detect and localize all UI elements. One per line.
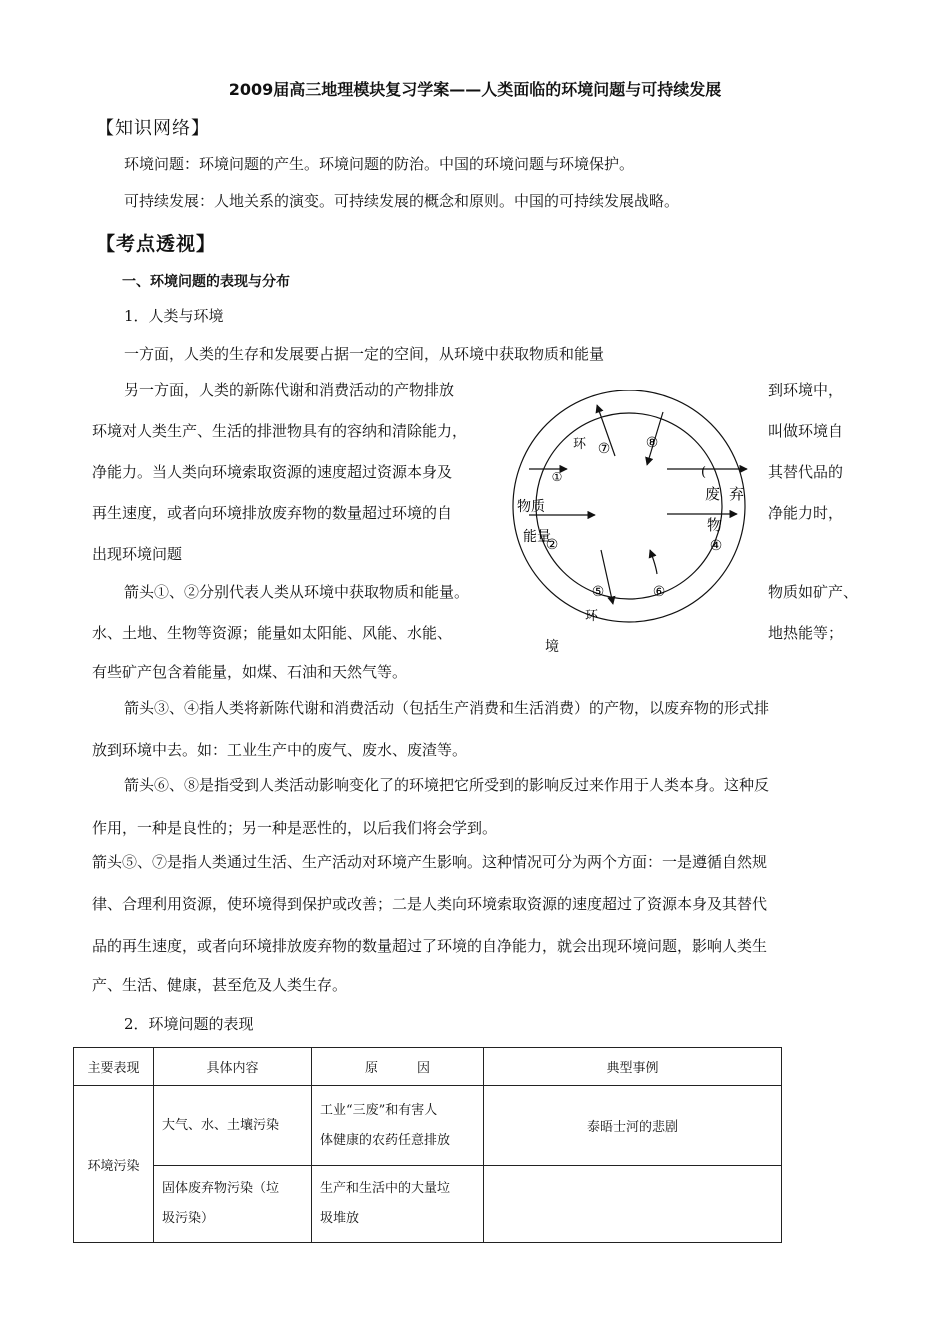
circle-1: ① <box>551 470 563 484</box>
kaodian-heading: 【考点透视】 <box>96 233 217 255</box>
cell-pollution-group: 环境污染 <box>74 1086 154 1243</box>
wrap-line-2: 环境对人类生产、生活的排泄物具有的容纳和清除能力， <box>92 422 468 440</box>
wrap-line-1: 另一方面，人类的新陈代谢和消费活动的产物排放 <box>124 381 455 399</box>
wrap-line-6: 箭头①、②分别代表人类从环境中获取物质和能量。 <box>124 583 470 601</box>
circle-7: ⑦ <box>597 441 611 457</box>
env-label-top: 环 <box>573 437 587 452</box>
cell-reason-line: 工业“三废”和有害人 <box>320 1102 438 1118</box>
env-label-bottom-1: 环 <box>585 609 599 624</box>
paragraph-arrow34-line2: 放到环境中去。如：工业生产中的废气、废水、废渣等。 <box>92 741 468 759</box>
header-reason: 原 因 <box>312 1048 484 1086</box>
paren-mark: ( <box>701 465 707 480</box>
table-row <box>74 1166 782 1243</box>
wrap-line-3-right: 其替代品的 <box>768 463 844 481</box>
wrap-line-1-right: 到环境中， <box>768 381 844 399</box>
wrap-line-6-right: 物质如矿产、 <box>768 583 859 601</box>
label-waste-wu: 物 <box>707 516 723 534</box>
cell-example <box>484 1166 782 1243</box>
circle-8: ⑧ <box>645 435 659 451</box>
document-title: 2009届高三地理模块复习学案——人类面临的环境问题与可持续发展 <box>228 80 722 99</box>
label-waste-fei: 废 <box>705 485 721 503</box>
subsection-env-problems: 2．环境问题的表现 <box>124 1015 254 1033</box>
circle-4: ④ <box>709 538 723 554</box>
knowledge-env-line: 环境问题：环境问题的产生。环境问题的防治。中国的环境问题与环境保护。 <box>124 155 635 173</box>
knowledge-sd-line: 可持续发展：人地关系的演变。可持续发展的概念和原则。中国的可持续发展战略。 <box>124 192 680 210</box>
wrap-line-7: 水、土地、生物等资源；能量如太阳能、风能、水能、 <box>92 624 453 642</box>
circle-5: ⑤ <box>591 584 605 600</box>
paragraph-arrow57-line2: 律、合理利用资源，使环境得到保护或改善；二是人类向环境索取资源的速度超过了资源本身及其替代 <box>92 895 768 913</box>
cell-reason <box>312 1166 484 1243</box>
cell-content-line: 圾污染） <box>162 1211 215 1226</box>
cell-content <box>154 1166 312 1243</box>
paragraph-arrow34-line1: 箭头③、④指人类将新陈代谢和消费活动（包括生产消费和生活消费）的产物，以废弃物的形式排 <box>124 699 770 717</box>
knowledge-network-heading: 【知识网络】 <box>96 118 210 139</box>
cell-example: 泰晤士河的悲剧 <box>484 1086 782 1166</box>
circle-6: ⑥ <box>652 584 666 600</box>
arrow-6 <box>650 550 657 574</box>
cell-reason <box>312 1086 484 1166</box>
header-content: 具体内容 <box>154 1048 312 1086</box>
wrap-line-4-right: 净能力时， <box>768 504 844 522</box>
cell-reason-line: 生产和生活中的大量垃 <box>320 1181 451 1196</box>
environment-outer-circle <box>513 390 745 622</box>
cell-content-line: 固体废弃物污染（垃 <box>162 1181 280 1196</box>
env-label-bottom-2: 境 <box>545 639 559 655</box>
cell-reason-line: 体健康的农药任意排放 <box>320 1132 451 1148</box>
wrap-line-2-right: 叫做环境自 <box>768 422 844 440</box>
wrap-line-4: 再生速度，或者向环境排放废弃物的数量超过环境的自 <box>92 504 453 522</box>
table-header-row <box>74 1048 782 1086</box>
paragraph-arrow57-line1: 箭头⑤、⑦是指人类通过生活、生产活动对环境产生影响。这种情况可分为两个方面：一是遵循自然规 <box>92 853 768 871</box>
label-material: 物质 <box>517 499 545 515</box>
header-example: 典型事例 <box>484 1048 782 1086</box>
env-problems-table <box>73 1047 782 1243</box>
wrap-line-8: 有些矿产包含着能量，如煤、石油和天然气等。 <box>92 663 408 681</box>
table-row <box>74 1086 782 1166</box>
circle-2: ② <box>545 537 559 553</box>
section1-heading: 一、环境问题的表现与分布 <box>122 274 290 290</box>
human-inner-circle <box>536 413 722 599</box>
label-energy: 能量 <box>523 529 551 545</box>
human-environment-diagram <box>505 390 755 662</box>
cell-content-line: 大气、水、土壤污染 <box>162 1117 280 1133</box>
wrap-line-5: 出现环境问题 <box>92 545 183 563</box>
paragraph-arrow68-line2: 作用，一种是良性的；另一种是恶性的，以后我们将会学到。 <box>92 819 498 837</box>
paragraph-arrow68-line1: 箭头⑥、⑧是指受到人类活动影响变化了的环境把它所受到的影响反过来作用于人类本身。这种反 <box>124 776 770 794</box>
paragraph-one-side: 一方面，人类的生存和发展要占据一定的空间，从环境中获取物质和能量 <box>124 345 605 363</box>
subsection-human-environment: 1．人类与环境 <box>124 307 224 325</box>
wrap-line-7-right: 地热能等； <box>768 624 844 642</box>
header-main: 主要表现 <box>74 1048 154 1086</box>
label-waste-qi: 弃 <box>729 485 745 503</box>
paragraph-arrow57-line4: 产、生活、健康，甚至危及人类生存。 <box>92 976 348 994</box>
cell-content <box>154 1086 312 1166</box>
wrap-line-3: 净能力。当人类向环境索取资源的速度超过资源本身及 <box>92 463 453 481</box>
cell-reason-line: 圾堆放 <box>320 1211 360 1226</box>
paragraph-arrow57-line3: 品的再生速度，或者向环境排放废弃物的数量超过了环境的自净能力，就会出现环境问题，影响人类生 <box>92 937 768 955</box>
